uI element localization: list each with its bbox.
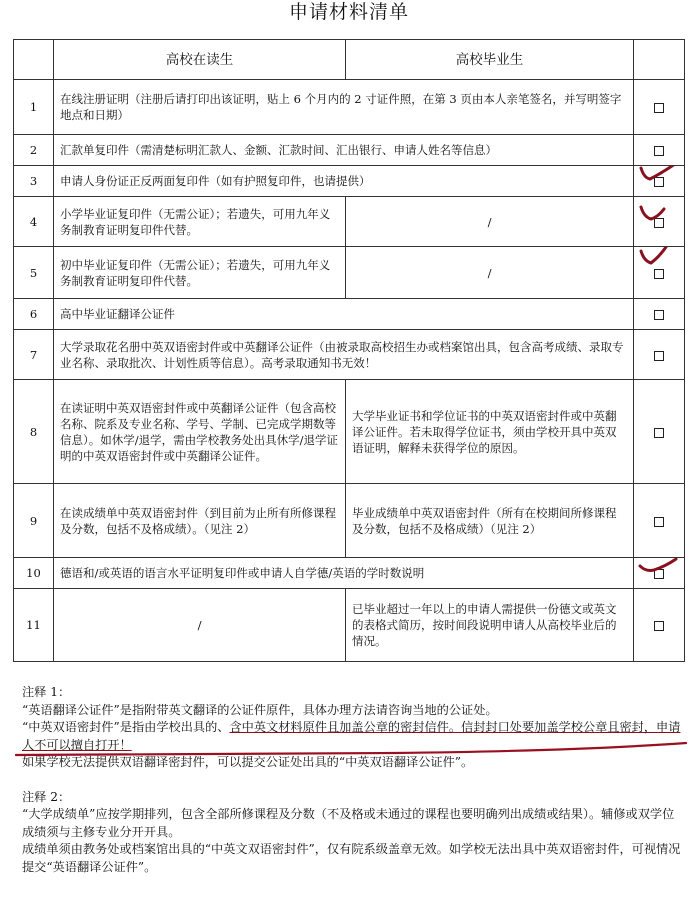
row-number: 6 xyxy=(14,299,54,330)
note1-line2-lead: “中英双语密封件”是指由学校出具的、 xyxy=(22,720,230,734)
row-checkbox-cell[interactable] xyxy=(634,166,685,197)
table-row xyxy=(14,197,685,247)
row-current-text: 初中毕业证复印件（无需公证）；若遗失，可用九年义务制教育证明复印件代替。 xyxy=(54,247,346,299)
table-row xyxy=(14,589,685,662)
row-checkbox-cell[interactable] xyxy=(634,247,685,299)
spacer xyxy=(22,772,686,789)
row-text: 申请人身份证正反两面复印件（如有护照复印件，也请提供） xyxy=(54,166,634,197)
row-number: 8 xyxy=(14,380,54,484)
application-checklist-table xyxy=(13,39,685,662)
table-row xyxy=(14,80,685,135)
row-checkbox-cell[interactable] xyxy=(634,589,685,662)
row-checkbox-cell[interactable] xyxy=(634,80,685,135)
row-current-text: 小学毕业证复印件（无需公证）；若遗失，可用九年义务制教育证明复印件代替。 xyxy=(54,197,346,247)
row-current-text: 在读证明中英双语密封件或中英翻译公证件（包含高校名称、院系及专业名称、学号、学制、已完成学期数等信息）。如休学/退学，需由学校教务处出具休学/退学证明的中英双语密封件或中英翻译公证件。 xyxy=(54,380,346,484)
row-number: 4 xyxy=(14,197,54,247)
note1-line1: “英语翻译公证件”是指附带英文翻译的公证件原件，具体办理方法请咨询当地的公证处。 xyxy=(22,702,498,717)
checkbox[interactable] xyxy=(654,569,664,579)
row-number: 1 xyxy=(14,80,54,135)
checkbox[interactable] xyxy=(654,146,664,156)
row-checkbox-cell[interactable] xyxy=(634,197,685,247)
header-graduates: 高校毕业生 xyxy=(346,40,634,80)
row-graduate-text: 已毕业超过一年以上的申请人需提供一份德文或英文的表格式简历，按时间段说明申请人从高校毕业后的情况。 xyxy=(346,589,634,662)
row-number: 10 xyxy=(14,558,54,589)
checkbox[interactable] xyxy=(654,428,664,438)
note1-line2 xyxy=(22,719,686,754)
checkbox[interactable] xyxy=(654,177,664,187)
note2-line1: “大学成绩单”应按学期排列，包含全部所修课程及分数（不及格或未通过的课程也要明确列出成绩或结果）。辅修或双学位成绩须与主修专业分开开具。 xyxy=(22,807,675,839)
row-checkbox-cell[interactable] xyxy=(634,484,685,558)
row-number: 5 xyxy=(14,247,54,299)
table-row xyxy=(14,166,685,197)
checkbox[interactable] xyxy=(654,103,664,113)
header-current-students: 高校在读生 xyxy=(54,40,346,80)
row-graduate-text: 大学毕业证书和学位证书的中英双语密封件或中英翻译公证件。若未取得学位证书，须由学校开具中英双语证明，解释未获得学位的原因。 xyxy=(346,380,634,484)
note1-title: 注释 1： xyxy=(22,685,71,699)
row-text: 德语和/或英语的语言水平证明复印件或申请人自学德/英语的学时数说明 xyxy=(54,558,634,589)
row-text: 汇款单复印件（需清楚标明汇款人、金额、汇款时间、汇出银行、申请人姓名等信息） xyxy=(54,135,634,166)
table-row xyxy=(14,558,685,589)
row-checkbox-cell[interactable] xyxy=(634,558,685,589)
checkbox[interactable] xyxy=(654,310,664,320)
row-number: 11 xyxy=(14,589,54,662)
note2-title: 注释 2： xyxy=(22,789,71,804)
checkbox[interactable] xyxy=(654,218,664,228)
row-number: 2 xyxy=(14,135,54,166)
table-header-row xyxy=(14,40,685,80)
note2-line2: 成绩单须由教务处或档案馆出具的“中英文双语密封件”，仅有院系级盖章无效。如学校无法出具中英双语密封件，可视情况提交“英语翻译公证件”。 xyxy=(22,842,681,874)
checkbox[interactable] xyxy=(654,517,664,527)
table-row xyxy=(14,247,685,299)
table-row xyxy=(14,299,685,330)
table-row xyxy=(14,135,685,166)
row-current-text: 在读成绩单中英双语密封件（到目前为止所有所修课程及分数，包括不及格成绩）。（见注 2） xyxy=(54,484,346,558)
note1-line3: 如果学校无法提供双语翻译密封件，可以提交公证处出具的“中英双语翻译公证件”。 xyxy=(22,755,474,769)
row-text: 高中毕业证翻译公证件 xyxy=(54,299,634,330)
row-number: 7 xyxy=(14,330,54,380)
checkbox[interactable] xyxy=(654,621,664,631)
row-number: 9 xyxy=(14,484,54,558)
handwritten-check-icon xyxy=(638,247,678,270)
page-title: 申请材料清单 xyxy=(288,1,409,23)
checkbox[interactable] xyxy=(654,351,664,361)
row-text: 大学录取花名册中英双语密封件或中英翻译公证件（由被录取高校招生办或档案馆出具，包含高考成绩、录取专业名称、录取批次、计划性质等信息）。高考录取通知书无效！ xyxy=(54,330,634,380)
header-num-cell xyxy=(14,40,54,80)
row-graduate-text: / xyxy=(346,247,634,299)
row-checkbox-cell[interactable] xyxy=(634,299,685,330)
row-number: 3 xyxy=(14,166,54,197)
table-row xyxy=(14,380,685,484)
row-current-text: / xyxy=(54,589,346,662)
header-check-cell xyxy=(634,40,685,80)
row-checkbox-cell[interactable] xyxy=(634,330,685,380)
table-row xyxy=(14,330,685,380)
checkbox[interactable] xyxy=(654,269,664,279)
row-graduate-text: 毕业成绩单中英双语密封件（所有在校期间所修课程及分数，包括不及格成绩）（见注 2） xyxy=(346,484,634,558)
row-text: 在线注册证明（注册后请打印出该证明，贴上 6 个月内的 2 寸证件照，在第 3 页由本人亲笔签名，并写明签字地点和日期） xyxy=(54,80,634,135)
note1-line2-highlight: 含中英文材料原件且加盖公章的密封信件。信封封口处要加盖学校公章且密封，申请人不可以擅自打开！ xyxy=(22,720,681,752)
row-graduate-text: / xyxy=(346,197,634,247)
notes-section xyxy=(22,684,686,876)
row-checkbox-cell[interactable] xyxy=(634,135,685,166)
row-checkbox-cell[interactable] xyxy=(634,380,685,484)
table-row xyxy=(14,484,685,558)
